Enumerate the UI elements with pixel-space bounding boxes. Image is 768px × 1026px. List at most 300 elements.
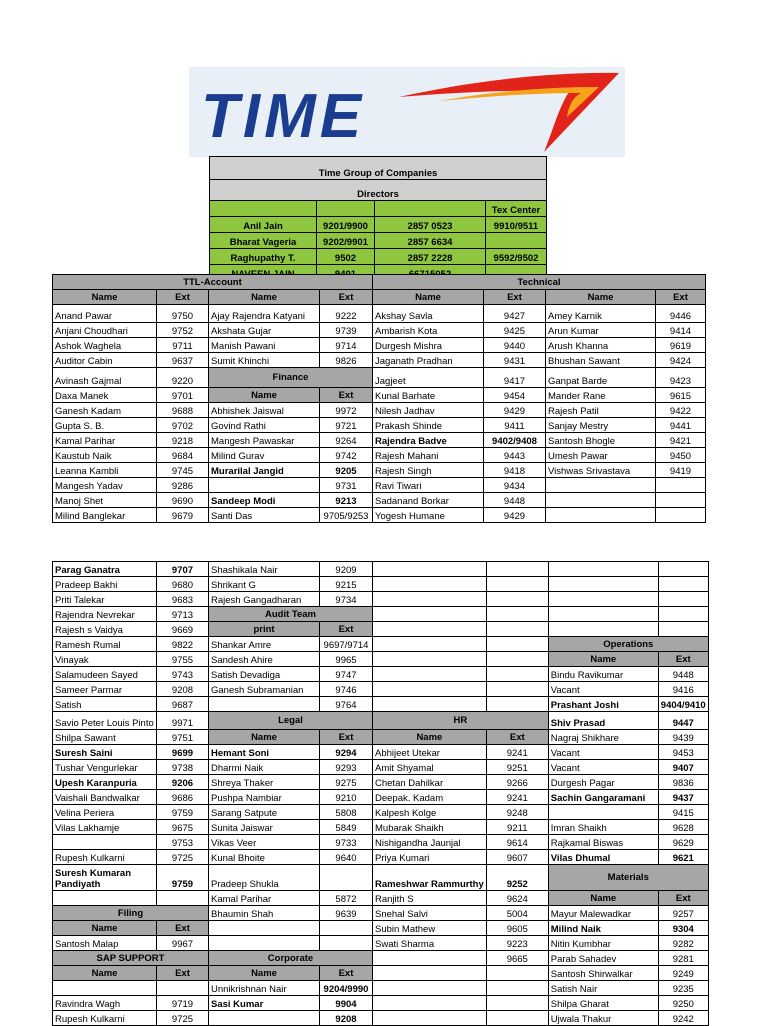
logo-swoosh (399, 73, 619, 152)
name-cell: Shrikant G (209, 577, 320, 592)
director-name: Anil Jain (210, 217, 317, 233)
ext-cell: 9304 (658, 921, 708, 936)
name-cell: Ramesh Rumal (53, 637, 157, 652)
ext-cell: 9684 (157, 448, 209, 463)
ext-header: Ext (484, 290, 546, 305)
name-cell: Swati Sharma (373, 936, 487, 951)
finance-header: Finance (209, 368, 373, 388)
hr-header: HR (373, 712, 549, 730)
name-cell (209, 936, 320, 951)
ext-header: Ext (320, 290, 373, 305)
name-cell: Milind Naik (548, 921, 658, 936)
table-row (53, 996, 709, 1011)
name-cell: Nishigandha Jaunjal (373, 835, 487, 850)
ext-header: Ext (157, 921, 209, 936)
table-row (53, 388, 706, 403)
ext-cell: 9686 (157, 790, 209, 805)
ext-cell: 9425 (484, 323, 546, 338)
name-cell (548, 622, 658, 637)
name-cell (546, 478, 656, 493)
ext-cell: 9241 (486, 745, 548, 760)
name-cell (53, 891, 157, 906)
name-cell: Pushpa Nambiar (209, 790, 320, 805)
table-row (53, 592, 709, 607)
ext-cell: 9282 (658, 936, 708, 951)
ext-cell: 9752 (157, 323, 209, 338)
name-cell: Vikas Veer (209, 835, 320, 850)
ext-cell: 9448 (658, 667, 708, 682)
ext-cell: 9404/9410 (658, 697, 708, 712)
ext-cell: 9747 (320, 667, 373, 682)
table-row (53, 622, 709, 637)
ttl-technical-table (52, 274, 706, 523)
ext-cell: 9422 (656, 403, 706, 418)
ext-cell: 9439 (658, 730, 708, 745)
ext-cell: 9450 (656, 448, 706, 463)
name-cell: Upesh Karanpuria (53, 775, 157, 790)
ext-cell: 9421 (656, 433, 706, 448)
ext-cell: 9679 (157, 508, 209, 523)
ext-cell: 9235 (658, 981, 708, 996)
ext-cell: 9751 (157, 730, 209, 745)
name-cell: Sumit Khinchi (209, 353, 320, 368)
ext-cell (486, 592, 548, 607)
name-cell: Rajesh s Vaidya (53, 622, 157, 637)
name-cell: Mangesh Pawaskar (209, 433, 320, 448)
ext-cell: 9275 (320, 775, 373, 790)
ext-cell (486, 697, 548, 712)
ext-cell: 9743 (157, 667, 209, 682)
name-cell: Ganesh Subramanian (209, 682, 320, 697)
ext-cell: 9293 (320, 760, 373, 775)
name-cell: Mayur Malewadkar (548, 906, 658, 921)
ext-cell: 9705/9253 (320, 508, 373, 523)
director-phone (486, 233, 547, 249)
director-name: Bharat Vageria (210, 233, 317, 249)
ext-cell: 9440 (484, 338, 546, 353)
name-cell (548, 562, 658, 577)
name-cell (373, 652, 487, 667)
directors-table (209, 156, 547, 281)
name-cell: Velina Periera (53, 805, 157, 820)
name-cell: Bindu Ravikumar (548, 667, 658, 682)
name-cell: Ranjith S (373, 891, 487, 906)
ext-cell (486, 562, 548, 577)
name-cell (373, 966, 487, 981)
ext-cell: 9434 (484, 478, 546, 493)
table-row (53, 820, 709, 835)
table-row (53, 936, 709, 951)
ext-header: Ext (320, 730, 373, 745)
name-cell: Santi Das (209, 508, 320, 523)
table-row (53, 418, 706, 433)
director-phone: 9202/9901 (317, 233, 375, 249)
ext-cell: 9423 (656, 368, 706, 388)
print-header: print (209, 622, 320, 637)
name-cell: Anjani Choudhari (53, 323, 157, 338)
section-header-row (53, 275, 706, 290)
ext-cell: 9738 (157, 760, 209, 775)
ext-cell: 9443 (484, 448, 546, 463)
ext-header: Ext (320, 622, 373, 637)
name-header: Name (209, 290, 320, 305)
ext-cell: 9418 (484, 463, 546, 478)
ext-cell: 9614 (486, 835, 548, 850)
name-cell (53, 981, 157, 996)
director-phone: 9592/9502 (486, 249, 547, 265)
name-cell: Tushar Vengurlekar (53, 760, 157, 775)
name-cell (546, 508, 656, 523)
name-cell (373, 607, 487, 622)
ext-cell: 9281 (658, 951, 708, 966)
ext-cell: 9252 (486, 865, 548, 891)
name-cell: Ambarish Kota (373, 323, 484, 338)
ext-cell: 9750 (157, 305, 209, 323)
ext-cell: 9264 (320, 433, 373, 448)
name-cell (53, 835, 157, 850)
name-cell (373, 951, 487, 966)
ext-cell (486, 637, 548, 652)
name-cell: Abhijeet Utekar (373, 745, 487, 760)
ext-cell: 9739 (320, 323, 373, 338)
name-cell: Leanna Kambli (53, 463, 157, 478)
ext-cell: 9251 (486, 760, 548, 775)
director-phone: 9201/9900 (317, 217, 375, 233)
ext-cell: 9242 (658, 1011, 708, 1026)
table-row (53, 607, 709, 622)
name-cell (373, 996, 487, 1011)
directors-title: Directors (210, 180, 547, 201)
name-cell (373, 562, 487, 577)
ext-cell: 9629 (658, 835, 708, 850)
name-cell: Priya Kumari (373, 850, 487, 865)
ext-cell: 9429 (484, 508, 546, 523)
ext-cell: 9972 (320, 403, 373, 418)
ext-cell: 9213 (320, 493, 373, 508)
ext-cell (486, 622, 548, 637)
ext-cell: 9446 (656, 305, 706, 323)
name-cell: Mander Rane (546, 388, 656, 403)
ext-cell (656, 493, 706, 508)
name-cell: Vacant (548, 682, 658, 697)
logo-text: TIME (201, 82, 366, 151)
table-row (53, 921, 709, 936)
name-cell: Gupta S. B. (53, 418, 157, 433)
table-row (53, 805, 709, 820)
ext-header: Ext (157, 966, 209, 981)
ext-cell: 9699 (157, 745, 209, 760)
ext-cell: 9294 (320, 745, 373, 760)
ext-cell (320, 865, 373, 891)
ext-cell (658, 607, 708, 622)
ext-header: Ext (658, 652, 708, 667)
name-cell: Rajesh Singh (373, 463, 484, 478)
ext-cell: 9753 (157, 835, 209, 850)
table-row (53, 775, 709, 790)
legal-header: Legal (209, 712, 373, 730)
ext-cell: 9241 (486, 790, 548, 805)
ext-cell: 9711 (157, 338, 209, 353)
column-header-row (53, 290, 706, 305)
ext-cell: 9734 (320, 592, 373, 607)
name-cell: Jagjeet (373, 368, 484, 388)
ext-cell: 9208 (157, 682, 209, 697)
name-cell: Vilas Lakhamje (53, 820, 157, 835)
ext-cell (658, 622, 708, 637)
table-row (53, 835, 709, 850)
ext-cell: 9971 (157, 712, 209, 730)
ext-cell: 9407 (658, 760, 708, 775)
name-cell: Kamal Parihar (53, 433, 157, 448)
name-cell: Santosh Malap (53, 936, 157, 951)
ext-cell: 9454 (484, 388, 546, 403)
table-row (53, 730, 709, 745)
name-cell: Sadanand Borkar (373, 493, 484, 508)
ext-cell: 9414 (656, 323, 706, 338)
ext-cell: 9826 (320, 353, 373, 368)
ext-cell (486, 607, 548, 622)
name-cell: Satish (53, 697, 157, 712)
director-row (210, 217, 547, 233)
name-cell: Ravindra Wagh (53, 996, 157, 1011)
name-cell (209, 1011, 320, 1026)
name-cell: Suresh Saini (53, 745, 157, 760)
ext-cell (320, 936, 373, 951)
ext-cell: 9904 (320, 996, 373, 1011)
name-cell: Daxa Manek (53, 388, 157, 403)
name-cell: Anand Pawar (53, 305, 157, 323)
ext-cell (656, 508, 706, 523)
ext-cell: 9419 (656, 463, 706, 478)
name-cell: Manoj Shet (53, 493, 157, 508)
name-cell: Shankar Amre (209, 637, 320, 652)
name-cell: Sarang Satpute (209, 805, 320, 820)
director-phone: 2857 0523 (375, 217, 486, 233)
ext-cell: 9680 (157, 577, 209, 592)
ext-cell: 9250 (658, 996, 708, 1011)
name-cell: Sandesh Ahire (209, 652, 320, 667)
name-cell: Priti Talekar (53, 592, 157, 607)
group-title: Time Group of Companies (210, 157, 547, 180)
name-cell: Pradeep Shukla (209, 865, 320, 891)
table-row (53, 760, 709, 775)
ext-cell: 9746 (320, 682, 373, 697)
name-cell: Amit Shyamal (373, 760, 487, 775)
ext-cell: 9759 (157, 865, 209, 891)
ext-cell: 5872 (320, 891, 373, 906)
ext-cell (658, 592, 708, 607)
name-cell: Ashok Waghela (53, 338, 157, 353)
ext-cell: 5808 (320, 805, 373, 820)
name-cell: Vilas Dhumal (548, 850, 658, 865)
name-header: Name (548, 891, 658, 906)
ext-cell: 9759 (157, 805, 209, 820)
ext-cell: 9836 (658, 775, 708, 790)
table-row (53, 712, 709, 730)
ext-cell: 9605 (486, 921, 548, 936)
name-cell: Prakash Shinde (373, 418, 484, 433)
name-cell: Dharmi Naik (209, 760, 320, 775)
ext-header: Ext (320, 388, 373, 403)
ext-cell: 9266 (486, 775, 548, 790)
ext-cell (486, 981, 548, 996)
name-header: Name (373, 290, 484, 305)
departments-table (52, 561, 709, 1026)
name-cell: Salamudeen Sayed (53, 667, 157, 682)
sap-support-header: SAP SUPPORT (53, 951, 209, 966)
name-cell: Milind Gurav (209, 448, 320, 463)
ext-cell: 9223 (486, 936, 548, 951)
name-cell: Rupesh Kulkarni (53, 850, 157, 865)
ext-cell: 9639 (320, 906, 373, 921)
technical-header: Technical (373, 275, 706, 290)
ext-cell: 9619 (656, 338, 706, 353)
name-cell (373, 667, 487, 682)
company-logo (189, 67, 625, 157)
table-row (53, 951, 709, 966)
ext-cell: 9637 (157, 353, 209, 368)
ext-cell: 9415 (658, 805, 708, 820)
ext-header: Ext (320, 966, 373, 981)
name-cell: Amey Karnik (546, 305, 656, 323)
ext-cell (157, 891, 209, 906)
name-cell: Unnikrishnan Nair (209, 981, 320, 996)
ext-cell: 9607 (486, 850, 548, 865)
time-logo-graphic (189, 67, 625, 157)
ext-cell: 9205 (320, 463, 373, 478)
ext-cell: 9211 (486, 820, 548, 835)
table-row (53, 745, 709, 760)
name-cell (548, 805, 658, 820)
ext-cell: 9733 (320, 835, 373, 850)
ext-cell: 9416 (658, 682, 708, 697)
table-row (53, 865, 709, 891)
tex-center-header: Tex Center (486, 201, 547, 217)
ext-cell: 9437 (658, 790, 708, 805)
ext-header: Ext (157, 290, 209, 305)
name-cell: Shilpa Sawant (53, 730, 157, 745)
ext-cell (486, 996, 548, 1011)
table-row (53, 323, 706, 338)
table-row (53, 790, 709, 805)
name-cell (373, 697, 487, 712)
ext-cell (656, 478, 706, 493)
ext-cell: 9624 (486, 891, 548, 906)
ext-header: Ext (486, 730, 548, 745)
name-cell: Kunal Barhate (373, 388, 484, 403)
name-cell: Rajendra Nevrekar (53, 607, 157, 622)
ext-cell (486, 1011, 548, 1026)
table-row (53, 637, 709, 652)
name-cell: Ganesh Kadam (53, 403, 157, 418)
name-cell: Satish Devadiga (209, 667, 320, 682)
corporate-header: Corporate (209, 951, 373, 966)
ext-cell: 9286 (157, 478, 209, 493)
name-header: Name (209, 388, 320, 403)
table-row (53, 906, 709, 921)
name-cell: Mangesh Yadav (53, 478, 157, 493)
name-cell: Kamal Parihar (209, 891, 320, 906)
ext-cell: 9719 (157, 996, 209, 1011)
ext-cell: 9764 (320, 697, 373, 712)
ext-cell: 9208 (320, 1011, 373, 1026)
name-header: Name (548, 652, 658, 667)
ext-cell (486, 577, 548, 592)
ext-cell: 9441 (656, 418, 706, 433)
ext-cell (486, 667, 548, 682)
table-row (53, 478, 706, 493)
name-cell: Vacant (548, 760, 658, 775)
table-row (53, 682, 709, 697)
ext-cell: 9701 (157, 388, 209, 403)
ext-cell (658, 577, 708, 592)
ext-cell: 9427 (484, 305, 546, 323)
name-cell: Parab Sahadev (548, 951, 658, 966)
name-cell: Hemant Soni (209, 745, 320, 760)
name-cell: Umesh Pawar (546, 448, 656, 463)
ext-cell: 9683 (157, 592, 209, 607)
table-row (53, 891, 709, 906)
name-cell: Nilesh Jadhav (373, 403, 484, 418)
ext-cell: 9745 (157, 463, 209, 478)
ext-cell: 9688 (157, 403, 209, 418)
ext-cell: 9248 (486, 805, 548, 820)
ext-cell: 9222 (320, 305, 373, 323)
ext-cell: 9755 (157, 652, 209, 667)
name-cell (548, 577, 658, 592)
name-cell: Snehal Salvi (373, 906, 487, 921)
ext-cell: 9621 (658, 850, 708, 865)
name-cell: Vishwas Srivastava (546, 463, 656, 478)
name-cell: Imran Shaikh (548, 820, 658, 835)
ext-cell: 9707 (157, 562, 209, 577)
name-cell: Rajesh Gangadharan (209, 592, 320, 607)
ext-cell: 9615 (656, 388, 706, 403)
ext-cell: 9713 (157, 607, 209, 622)
table-row (53, 697, 709, 712)
ext-cell: 9431 (484, 353, 546, 368)
director-name: Raghupathy T. (210, 249, 317, 265)
name-cell (373, 577, 487, 592)
table-row (53, 850, 709, 865)
table-row (53, 305, 706, 323)
name-cell: Suresh Kumaran Pandiyath (53, 865, 157, 891)
ext-cell: 9731 (320, 478, 373, 493)
name-cell: Shashikala Nair (209, 562, 320, 577)
name-cell: Pradeep Bakhi (53, 577, 157, 592)
ext-cell: 9675 (157, 820, 209, 835)
audit-team-header: Audit Team (209, 607, 373, 622)
name-cell (373, 682, 487, 697)
name-cell: Santosh Bhogle (546, 433, 656, 448)
name-cell: Nagraj Shikhare (548, 730, 658, 745)
name-cell: Savio Peter Louis Pinto (53, 712, 157, 730)
name-cell: Shiv Prasad (548, 712, 658, 730)
ext-cell: 9822 (157, 637, 209, 652)
director-row (210, 249, 547, 265)
ext-cell: 9204/9990 (320, 981, 373, 996)
director-phone: 2857 6634 (375, 233, 486, 249)
table-row (53, 562, 709, 577)
table-row (53, 493, 706, 508)
name-cell: Auditor Cabin (53, 353, 157, 368)
name-cell: Sandeep Modi (209, 493, 320, 508)
name-header: Name (373, 730, 487, 745)
ext-cell: 9687 (157, 697, 209, 712)
name-cell: Manish Pawani (209, 338, 320, 353)
table-row (53, 433, 706, 448)
name-cell: Akshata Gujar (209, 323, 320, 338)
